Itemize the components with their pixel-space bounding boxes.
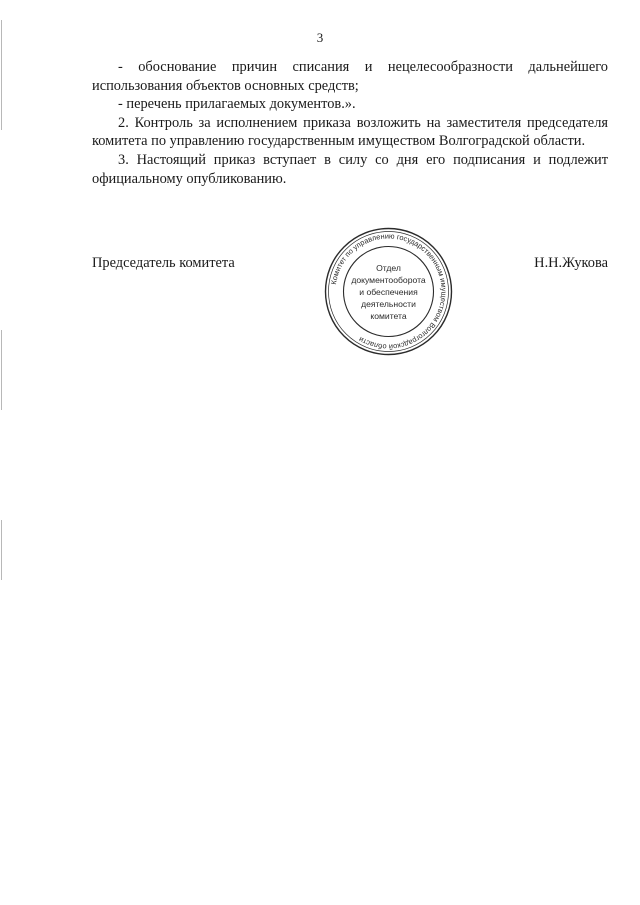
stamp-center-line-2: документооборота: [351, 275, 426, 285]
signatory-name: Н.Н.Жукова: [534, 255, 608, 271]
scan-edge-mark: [1, 20, 2, 130]
stamp-seal: [323, 226, 454, 357]
signatory-position: Председатель комитета: [92, 255, 235, 271]
paragraph-justification: - обоснование причин списания и нецелесообразности дальнейшего использования объектов основных средств;: [92, 59, 608, 94]
scan-edge-mark: [1, 330, 2, 410]
stamp-center-line-4: деятельности: [361, 299, 416, 309]
stamp-center-line-5: комитета: [370, 311, 407, 321]
stamp-center-line-1: Отдел: [376, 263, 401, 273]
paragraph-effect: 3. Настоящий приказ вступает в силу со дня его подписания и подлежит официальному опубликованию.: [92, 151, 608, 187]
paragraph-attachments: - перечень прилагаемых документов.».: [118, 96, 356, 113]
document-body: [92, 58, 608, 188]
stamp-center-text: [351, 263, 426, 321]
scan-edge-mark: [1, 520, 2, 580]
page-number: 3: [316, 30, 324, 45]
official-stamp: [323, 226, 454, 357]
paragraph-control: 2. Контроль за исполнением приказа возложить на заместителя председателя комитета по управлению государственным имуществом Волгоградской области.: [92, 114, 608, 150]
stamp-center-line-3: и обеспечения: [359, 287, 418, 297]
stamp-ring-text: Комитет по управлению государственным имуществом Волгоградской области: [328, 231, 449, 352]
